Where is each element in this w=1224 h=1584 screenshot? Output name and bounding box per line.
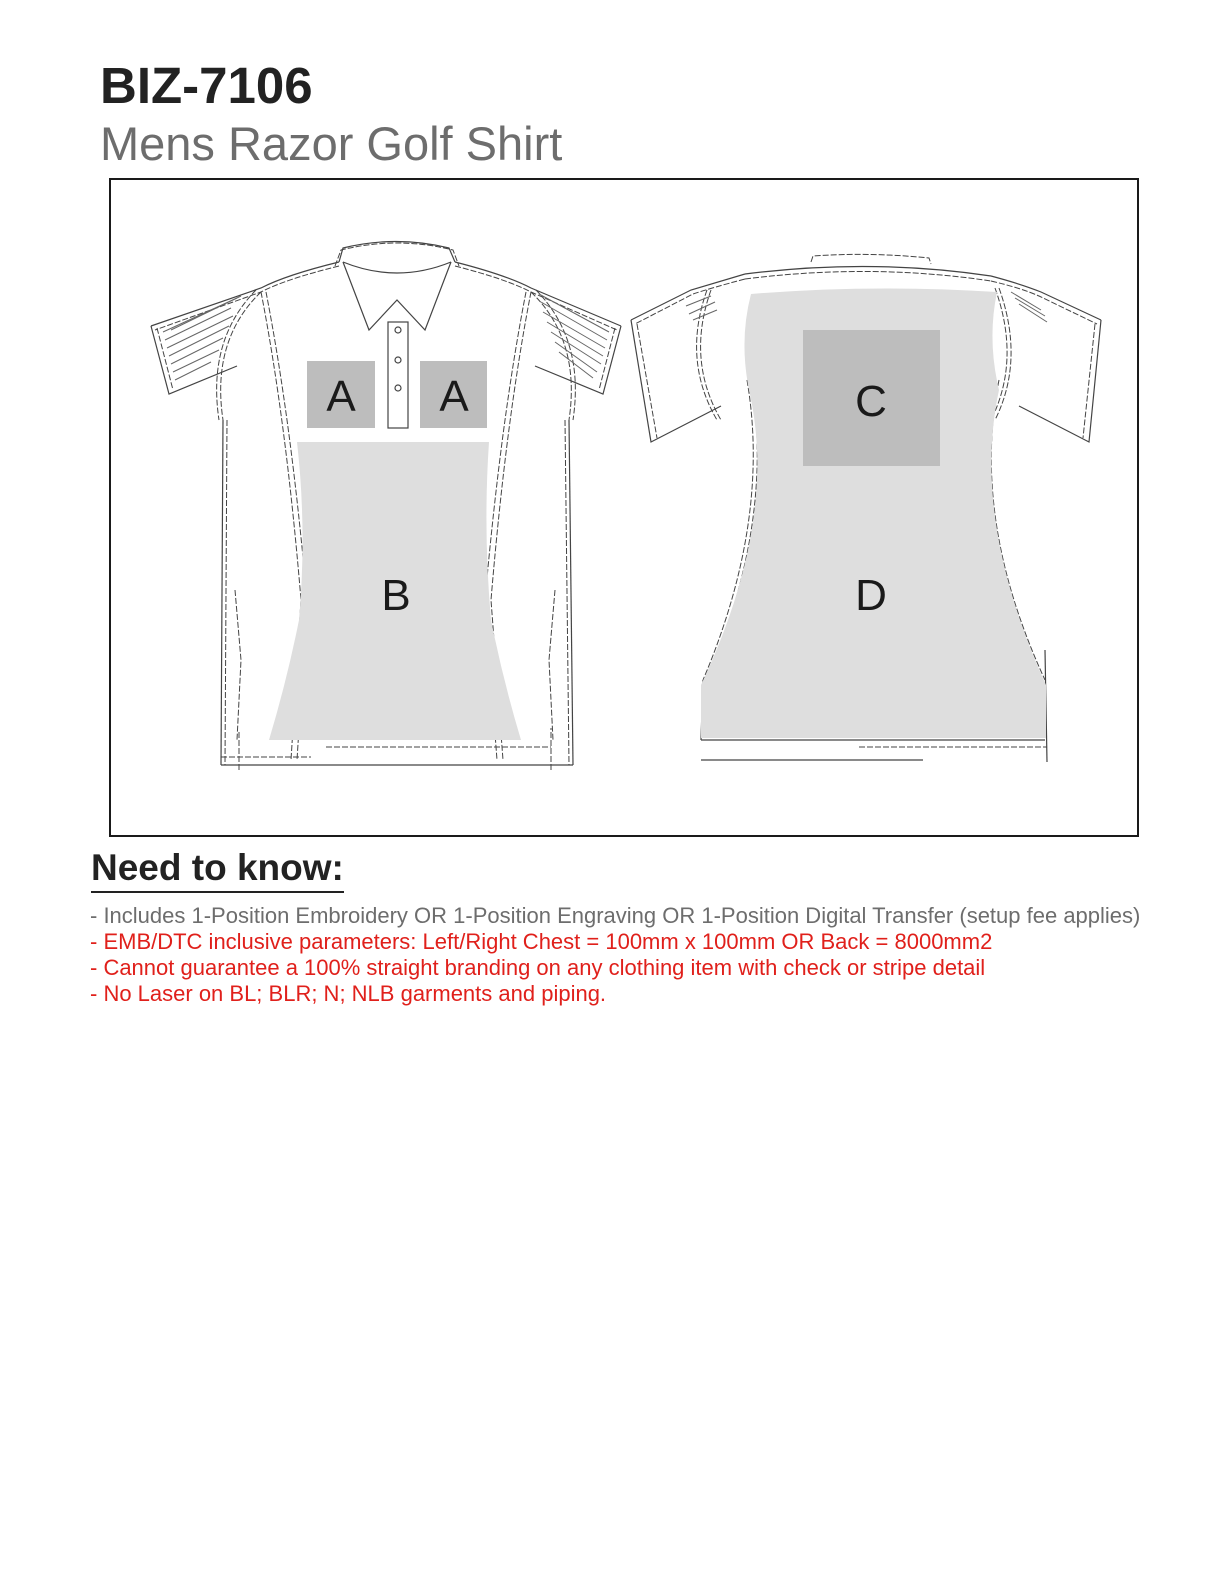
note-decoration-options: - Includes 1-Position Embroidery OR 1-Position Engraving OR 1-Position Digital Transfer (setup fee applies) [90, 903, 1141, 928]
zone-a-left-label: A [326, 372, 356, 421]
need-to-know-heading: Need to know: [91, 846, 344, 893]
zone-c-label: C [855, 377, 887, 426]
zone-d-label: D [855, 571, 887, 620]
product-name: Mens Razor Golf Shirt [100, 117, 563, 170]
zone-b-label: B [381, 571, 411, 620]
note-size-parameters: - EMB/DTC inclusive parameters: Left/Right Chest = 100mm x 100mm OR Back = 8000mm2 [90, 929, 993, 954]
garment-diagram [111, 180, 1137, 835]
zone-a-right-label: A [439, 372, 469, 421]
garment-diagram-frame [109, 178, 1139, 837]
note-no-laser: - No Laser on BL; BLR; N; NLB garments and piping. [90, 981, 607, 1006]
product-code: BIZ-7106 [100, 57, 313, 114]
need-to-know-list [90, 903, 1150, 1007]
note-straight-branding: - Cannot guarantee a 100% straight branding on any clothing item with check or stripe detail [90, 955, 986, 980]
